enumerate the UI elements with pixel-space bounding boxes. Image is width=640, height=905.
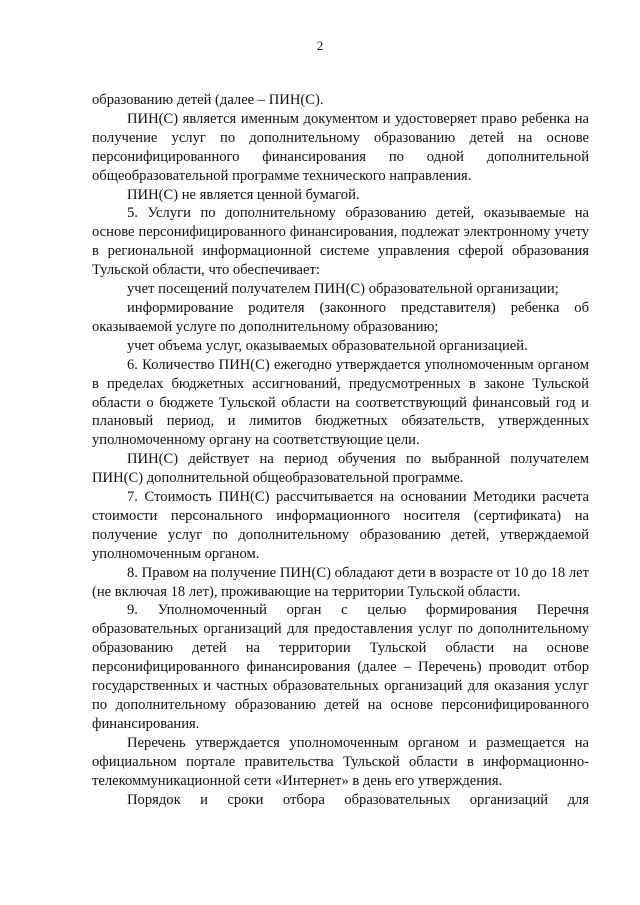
- paragraph-not-security: ПИН(С) не является ценной бумагой.: [127, 186, 360, 203]
- paragraph-item-8: 8. Правом на получение ПИН(С) обладают дети в возрасте от 10 до 18 лет (не включая 18 лет), проживающие на территории Тульской области.: [92, 564, 589, 600]
- page-number: 2: [316, 38, 324, 53]
- paragraph-item-5-informing: информирование родителя (законного представителя) ребенка об оказываемой услуге по дополнительному образованию;: [92, 299, 589, 335]
- paragraph-item-5-attendance: учет посещений получателем ПИН(С) образовательной организации;: [127, 281, 559, 298]
- paragraph-selection-procedure: Порядок и сроки отбора образовательных организаций для: [127, 791, 589, 808]
- document-body: [92, 91, 589, 809]
- paragraph-item-6: 6. Количество ПИН(С) ежегодно утверждается уполномоченным органом в пределах бюджетных ассигнований, предусмотренных в законе Тульской области о бюджете Тульской области на соответствующий финансовый год и плановый период, и лимитов бюджетных обязательств, утвержденных уполномоченному органу на соответствующие цели.: [92, 356, 589, 449]
- paragraph-item-9: 9. Уполномоченный орган с целью формирования Перечня образовательных организаций для предоставления услуг по дополнительному образованию детей на территории Тульской области на основе персонифицированного финансирования (далее – Перечень) проводит отбор государственных и частных образовательных организаций для оказания услуг по дополнительному образованию детей на основе персонифицированного финансирования.: [92, 602, 589, 732]
- paragraph-list-approval: Перечень утверждается уполномоченным органом и размещается на официальном портале правительства Тульской области в информационно-телекоммуникационной сети «Интернет» в день его утверждения.: [92, 734, 589, 789]
- paragraph-item-6-period: ПИН(С) действует на период обучения по выбранной получателем ПИН(С) дополнительной общеобразовательной программе.: [92, 451, 589, 487]
- paragraph-pin-definition: ПИН(С) является именным документом и удостоверяет право ребенка на получение услуг по дополнительному образованию детей на основе персонифицированного финансирования по одной дополнительной общеобразовательной программе технического направления.: [92, 110, 589, 184]
- paragraph-item-5-volume: учет объема услуг, оказываемых образовательной организацией.: [127, 337, 528, 354]
- paragraph-item-7: 7. Стоимость ПИН(С) рассчитывается на основании Методики расчета стоимости персонального информационного носителя (сертификата) на получение услуг по дополнительному образованию детей, утверждаемой уполномоченным органом.: [92, 489, 589, 562]
- paragraph-item-5: 5. Услуги по дополнительному образованию детей, оказываемые на основе персонифицированного финансирования, подлежат электронному учету в региональной информационной системе управления сферой образования Тульской области, что обеспечивает:: [92, 205, 589, 279]
- paragraph-continuation: образованию детей (далее – ПИН(С).: [92, 92, 324, 108]
